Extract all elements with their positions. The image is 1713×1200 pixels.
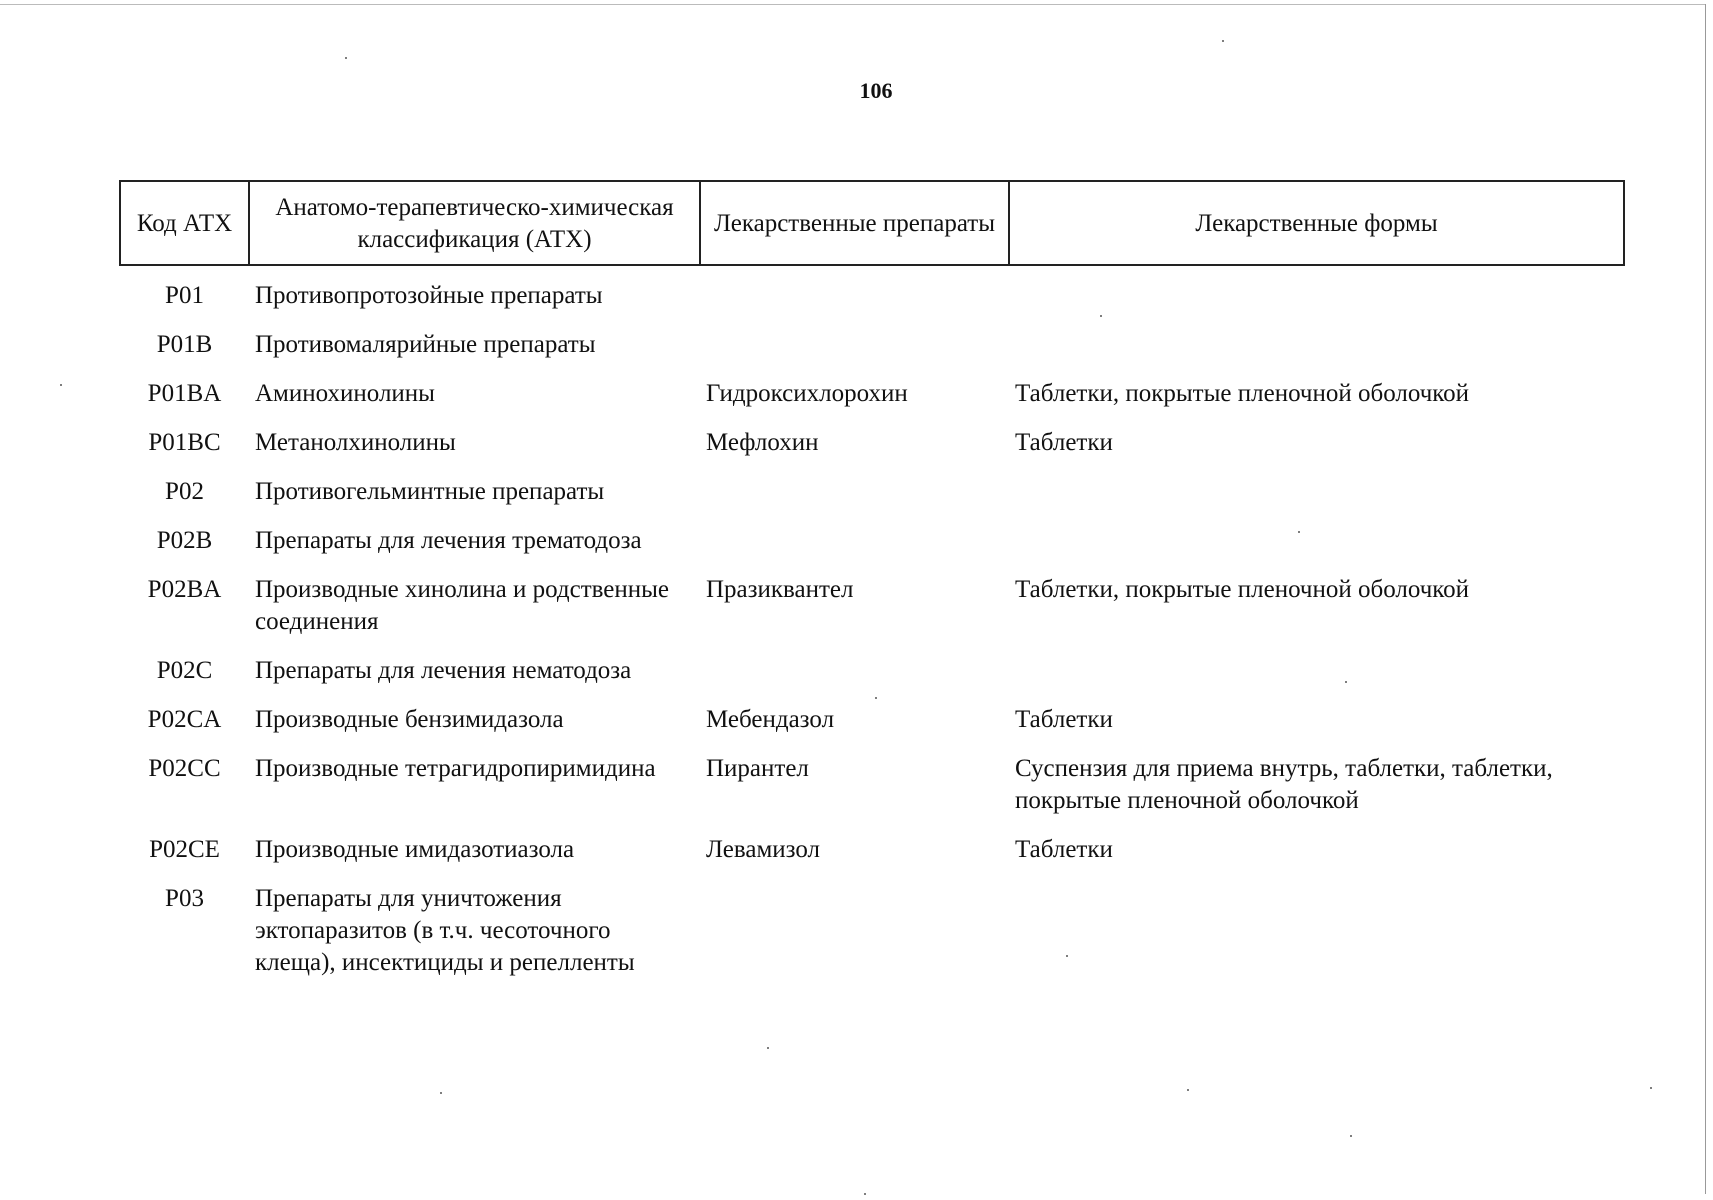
scan-speck <box>864 1193 866 1195</box>
row-drug <box>700 515 1009 564</box>
row-form: Суспензия для приема внутрь, таблетки, таблетки, покрытые пленочной оболочкой <box>1015 755 1553 814</box>
page-number: 106 <box>859 78 893 103</box>
table-row <box>120 265 1624 319</box>
row-form <box>1009 873 1624 986</box>
table-row <box>120 564 1624 645</box>
row-drug: Мефлохин <box>706 429 819 456</box>
row-code: P02CE <box>149 836 220 863</box>
row-drug <box>700 265 1009 319</box>
scan-speck <box>1345 681 1347 683</box>
scan-speck <box>1066 955 1068 957</box>
row-code: P02CC <box>148 755 221 782</box>
scan-speck <box>1100 315 1102 317</box>
row-classification: Препараты для лечения трематодоза <box>255 527 642 554</box>
scan-speck <box>345 57 347 59</box>
scan-speck <box>60 384 62 386</box>
right-edge-line <box>1705 4 1706 1194</box>
row-classification: Производные бензимидазола <box>255 706 564 733</box>
table-row <box>120 824 1624 873</box>
row-form <box>1009 466 1624 515</box>
row-form: Таблетки <box>1015 706 1113 733</box>
row-form <box>1009 319 1624 368</box>
row-form: Таблетки, покрытые пленочной оболочкой <box>1015 576 1470 603</box>
row-classification: Противомалярийные препараты <box>255 331 596 358</box>
row-code: P01BA <box>147 380 222 407</box>
table-row <box>120 694 1624 743</box>
row-drug <box>700 645 1009 694</box>
scan-speck <box>1650 1087 1652 1089</box>
row-classification: Производные тетрагидропиримидина <box>255 755 656 782</box>
table-row <box>120 368 1624 417</box>
table-row <box>120 873 1624 986</box>
scan-speck <box>1298 531 1300 533</box>
top-edge-line <box>0 4 1705 5</box>
row-classification: Производные хинолина и родственные соединения <box>255 576 670 635</box>
row-code: P01BC <box>148 429 221 456</box>
row-drug <box>700 466 1009 515</box>
row-drug: Гидроксихлорохин <box>706 380 908 407</box>
header-code: Код АТХ <box>120 181 249 265</box>
table-row <box>120 417 1624 466</box>
header-classification: Анатомо-терапевтическо-химическая классификация (АТХ) <box>249 181 700 265</box>
table-row <box>120 645 1624 694</box>
row-drug <box>700 873 1009 986</box>
row-code: P02C <box>156 657 213 684</box>
row-form <box>1009 515 1624 564</box>
row-form: Таблетки <box>1015 429 1113 456</box>
scan-speck <box>875 697 877 699</box>
atc-table <box>119 180 1625 986</box>
scan-speck <box>440 1092 442 1094</box>
row-drug <box>700 319 1009 368</box>
row-classification: Метанолхинолины <box>255 429 456 456</box>
row-drug: Пирантел <box>706 755 809 782</box>
table-row <box>120 515 1624 564</box>
row-form: Таблетки, покрытые пленочной оболочкой <box>1015 380 1470 407</box>
row-form <box>1009 645 1624 694</box>
table-row <box>120 319 1624 368</box>
row-code: P01B <box>156 331 213 358</box>
row-code: P02CA <box>147 706 222 733</box>
header-forms: Лекарственные формы <box>1009 181 1624 265</box>
row-drug: Левамизол <box>706 836 821 863</box>
row-code: P02B <box>156 527 213 554</box>
row-drug: Мебендазол <box>706 706 835 733</box>
table-row <box>120 743 1624 824</box>
row-classification: Противогельминтные препараты <box>255 478 605 505</box>
table-row <box>120 466 1624 515</box>
row-code: P02 <box>165 478 204 505</box>
table-header <box>120 181 1624 265</box>
scan-speck <box>1222 40 1224 42</box>
row-code: P02BA <box>147 576 222 603</box>
scan-speck <box>1350 1135 1352 1137</box>
row-classification: Аминохинолины <box>255 380 435 407</box>
header-row <box>120 181 1624 265</box>
scan-speck <box>767 1047 769 1049</box>
header-drugs: Лекарственные препараты <box>700 181 1009 265</box>
row-form <box>1009 265 1624 319</box>
row-classification: Препараты для лечения нематодоза <box>255 657 632 684</box>
row-form: Таблетки <box>1015 836 1113 863</box>
row-classification: Препараты для уничтожения эктопаразитов (в т.ч. чесоточного клеща), инсектициды и репелленты <box>255 885 635 976</box>
row-code: P01 <box>165 282 204 309</box>
row-classification: Производные имидазотиазола <box>255 836 575 863</box>
scan-speck <box>1187 1089 1189 1091</box>
row-classification: Противопротозойные препараты <box>255 282 603 309</box>
row-code: P03 <box>165 885 204 912</box>
table-body <box>120 265 1624 986</box>
row-drug: Празиквантел <box>706 576 854 603</box>
